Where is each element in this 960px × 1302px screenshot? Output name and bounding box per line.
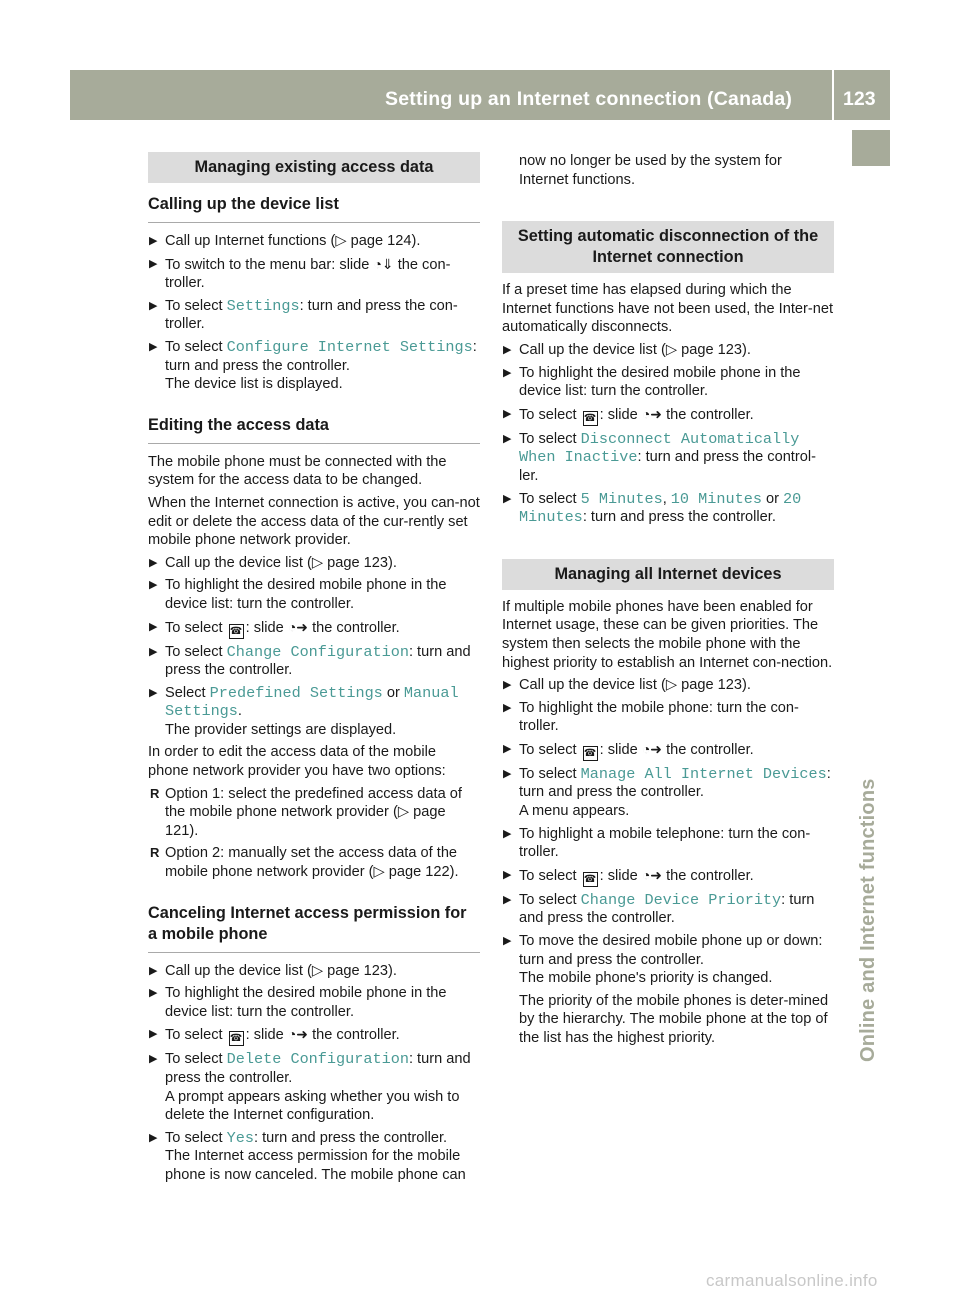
- controller-icon: ◔⇓: [373, 255, 394, 272]
- phone-menu-icon: ☎: [229, 1033, 243, 1045]
- menu-item-text: Predefined Settings: [209, 683, 383, 702]
- subsection-heading: Editing the access data: [148, 412, 480, 444]
- step: ▶ To highlight a mobile telephone: turn the con-troller.: [503, 825, 811, 861]
- phone-menu-icon: ☎: [583, 873, 597, 885]
- paragraph: When the Internet connection is active, you can-not edit or delete the access data of the cur-rently set mobile phone network provider.: [148, 494, 480, 549]
- step: ▶ To highlight the desired mobile phone in the device list: turn the controller.: [149, 985, 447, 1020]
- bullet-item: R Option 1: select the predefined access data of the mobile phone network provider (▷ page 121).: [150, 785, 462, 839]
- triangle-right-icon: ▶: [149, 257, 158, 270]
- phone-menu-icon: ☎: [583, 747, 597, 759]
- step: ▶ Call up the device list (▷ page 123).: [503, 677, 751, 694]
- step: ▶ To highlight the desired mobile phone in the device list: turn the controller.: [149, 577, 447, 612]
- step: ▶ Call up the device list (▷ page 123).: [503, 341, 751, 358]
- section-heading: Managing all Internet devices: [502, 559, 834, 590]
- triangle-right-icon: ▶: [503, 767, 512, 780]
- step: ▶ Call up the device list (▷ page 123).: [149, 554, 397, 571]
- step: ▶ To highlight the mobile phone: turn the con-troller.: [503, 699, 799, 735]
- triangle-right-icon: ▶: [149, 964, 158, 977]
- menu-item-text: Change Configuration: [226, 642, 409, 661]
- triangle-right-icon: ▶: [503, 827, 512, 840]
- subsection-heading: Canceling Internet access permission for a mobile phone: [148, 900, 480, 953]
- step: ▶ To highlight the desired mobile phone in the device list: turn the controller.: [503, 364, 801, 400]
- step: ▶ To select Disconnect Automatically When Inactive: turn and press the control-ler.: [503, 429, 816, 484]
- menu-item-text: Manage All Internet Devices: [580, 764, 827, 783]
- r-bullet: R: [150, 845, 160, 861]
- menu-item-text: 20 Minutes: [519, 489, 802, 527]
- step: ▶ To select Change Configuration: turn and press the controller.: [149, 642, 471, 679]
- paragraph: If multiple mobile phones have been enabled for Internet usage, these can be given priorities. The system then selects the mobile phone with the highest priority to establish an Internet con-nection.: [502, 598, 833, 671]
- step: ▶ Call up Internet functions (▷ page 124).: [149, 233, 421, 249]
- subsection-heading: Calling up the device list: [148, 183, 480, 223]
- menu-item-text: Manual Settings: [165, 683, 459, 721]
- triangle-right-icon: ▶: [149, 686, 158, 699]
- menu-item-text: 10 Minutes: [670, 489, 762, 508]
- step: ▶ To select ☎ : slide ◔➜ the controller.: [149, 618, 400, 637]
- step: ▶ To select Configure Internet Settings: turn and press the controller. The device list is displayed.: [149, 337, 477, 393]
- phone-menu-icon: ☎: [583, 412, 597, 424]
- menu-item-text: 5 Minutes: [580, 489, 663, 508]
- watermark: carmanualsonline.info: [706, 1271, 878, 1290]
- continued-text: now no longer be used by the system for Internet functions.: [519, 153, 782, 188]
- step: ▶ To select Yes: turn and press the controller. The Internet access permission for the mobile phone is now canceled. The mobile phone can: [149, 1128, 466, 1183]
- step: ▶ To select Delete Configuration: turn and press the controller. A prompt appears asking whether you wish to delete the Internet configuration.: [149, 1050, 471, 1124]
- paragraph: In order to edit the access data of the mobile phone network provider you have two options:: [148, 744, 446, 780]
- triangle-right-icon: ▶: [503, 893, 512, 906]
- triangle-right-icon: ▶: [149, 1053, 158, 1066]
- triangle-right-icon: ▶: [149, 556, 158, 569]
- step: ▶ To select Manage All Internet Devices: turn and press the controller. A menu appears.: [503, 764, 831, 820]
- controller-icon: ◔➜: [287, 618, 309, 635]
- triangle-right-icon: ▶: [149, 645, 158, 658]
- section-heading: Setting automatic disconnection of the Internet connection: [502, 221, 834, 273]
- step: ▶ To select ☎ : slide ◔➜ the controller.: [503, 866, 754, 885]
- controller-icon: ◔➜: [641, 740, 663, 757]
- bullet-item: R Option 2: manually set the access data of the mobile phone network provider (▷ page 122).: [150, 845, 459, 881]
- triangle-right-icon: ▶: [503, 935, 512, 948]
- step: ▶ Select Predefined Settings or Manual Settings. The provider settings are displayed.: [149, 683, 459, 738]
- controller-icon: ◔➜: [641, 405, 663, 422]
- paragraph: The mobile phone must be connected with the system for the access data to be changed.: [148, 453, 447, 489]
- side-tab-label: Online and Internet functions: [857, 778, 879, 1062]
- triangle-right-icon: ▶: [149, 987, 158, 1000]
- triangle-right-icon: ▶: [149, 235, 158, 247]
- side-tab: [848, 778, 879, 1063]
- side-tab-block: [852, 130, 890, 166]
- triangle-right-icon: ▶: [503, 742, 512, 755]
- controller-icon: ◔➜: [287, 1026, 309, 1043]
- step: ▶ To select ☎ : slide ◔➜ the controller.: [149, 1026, 400, 1045]
- section-heading: Managing existing access data: [148, 152, 480, 183]
- r-bullet: R: [150, 785, 160, 801]
- page-title: Setting up an Internet connection (Canada): [385, 88, 793, 110]
- menu-item-text: Settings: [226, 296, 300, 315]
- triangle-right-icon: ▶: [149, 299, 158, 312]
- triangle-right-icon: ▶: [149, 620, 158, 633]
- phone-menu-icon: ☎: [229, 625, 243, 637]
- left-column: [148, 152, 480, 1189]
- step: ▶ Call up the device list (▷ page 123).: [149, 962, 397, 979]
- triangle-right-icon: ▶: [149, 1028, 158, 1041]
- step: ▶ To select 5 Minutes, 10 Minutes or 20 Minutes: turn and press the controller.: [503, 489, 802, 527]
- menu-item-text: Delete Configuration: [226, 1050, 409, 1069]
- triangle-right-icon: ▶: [503, 492, 512, 505]
- step: ▶ To select ☎ : slide ◔➜ the controller.: [503, 740, 754, 759]
- triangle-right-icon: ▶: [149, 340, 158, 353]
- page-number: 123: [843, 88, 876, 110]
- triangle-right-icon: ▶: [503, 679, 512, 692]
- menu-item-text: Yes: [226, 1128, 254, 1147]
- right-column: [502, 152, 834, 1052]
- triangle-right-icon: ▶: [149, 579, 158, 592]
- triangle-right-icon: ▶: [503, 343, 512, 356]
- menu-item-text: Change Device Priority: [580, 890, 782, 909]
- triangle-right-icon: ▶: [503, 432, 512, 445]
- triangle-right-icon: ▶: [149, 1131, 158, 1144]
- step: ▶ To switch to the menu bar: slide ◔⇓ the con-troller.: [149, 255, 451, 292]
- triangle-right-icon: ▶: [503, 868, 512, 881]
- triangle-right-icon: ▶: [503, 701, 512, 714]
- controller-icon: ◔➜: [641, 866, 663, 883]
- step: ▶ To select Change Device Priority: turn and press the controller.: [503, 890, 815, 927]
- step: ▶ To select ☎ : slide ◔➜ the controller.: [503, 405, 754, 424]
- paragraph: If a preset time has elapsed during which the Internet functions have not been used, the Inter-net automatically disconnects.: [502, 282, 834, 336]
- menu-item-text: Configure Internet Settings: [226, 337, 473, 356]
- header-divider: [832, 70, 834, 120]
- step: ▶ To move the desired mobile phone up or down: turn and press the controller. The mobile phone's priority is changed. The priority of the mobile phones is deter-mined by the hierarchy. The mobile phone at the top of the list has the highest priority.: [503, 933, 829, 1046]
- triangle-right-icon: ▶: [503, 407, 512, 420]
- step: ▶ To select Settings: turn and press the con-troller.: [149, 296, 458, 333]
- menu-item-text: Disconnect Automatically When Inactive: [519, 429, 800, 467]
- triangle-right-icon: ▶: [503, 366, 512, 379]
